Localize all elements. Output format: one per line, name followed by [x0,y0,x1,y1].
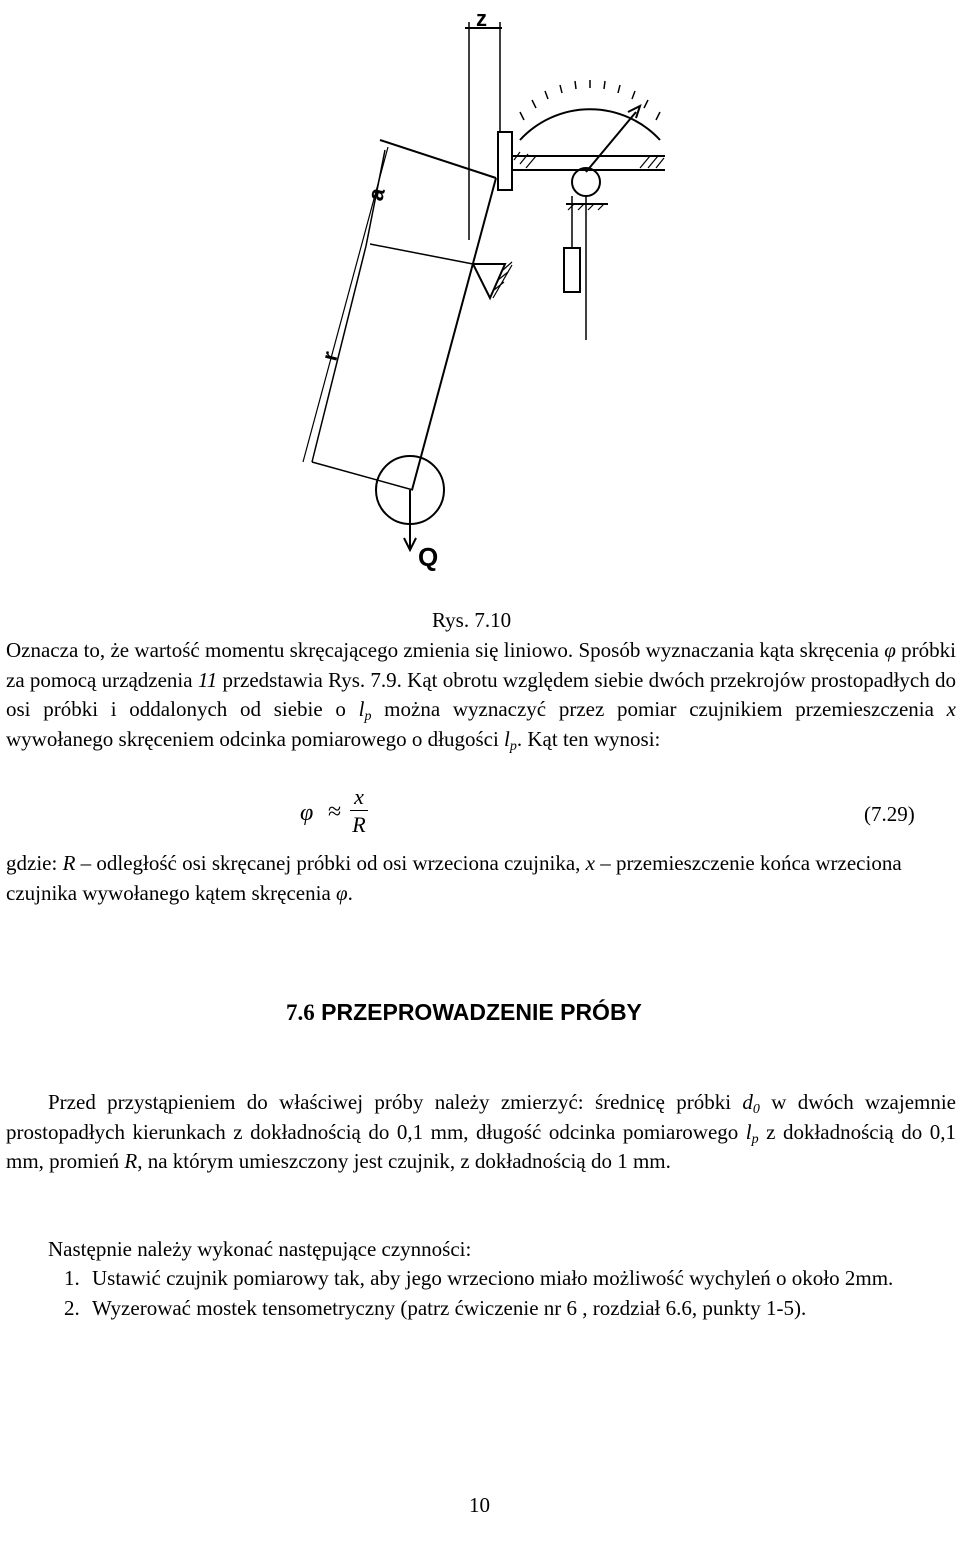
formula-7-29 [300,786,960,852]
figure-caption: Rys. 7.10 [432,608,512,632]
paragraph-4: Następnie należy wykonać następujące czynności: [48,1237,472,1261]
section-line [370,244,473,264]
pulley-wheel [572,168,600,196]
paragraph-3: Przed przystąpieniem do właściwej próby należy zmierzyć: średnicę próbki $d_0$ w dwóch wzajemnie prostopadłych kierunkach z dokładnością do 0,1 mm, długość odcinka pomiarowego $l_p$ z dokładnością do 0,1 mm, promień R, na którym umieszczony jest czujnik, z dokładnością do 1 mm. [6,1090,956,1173]
list-item: 1. Ustawić czujnik pomiarowy tak, aby jego wrzeciono miało możliwość wychyleń o około 2mm. [64,1266,894,1290]
formula-phi: φ [300,800,314,826]
label-z: z [476,6,487,31]
torsion-apparatus-diagram [0,0,960,600]
formula-denominator: R [352,812,366,837]
label-Q: Q [418,542,439,572]
label-a: a [362,185,390,204]
dial-arc [520,109,660,140]
dial-pointer-head [628,106,640,118]
formula-number: (7.29) [864,802,915,826]
page-number: 10 [469,1493,490,1517]
formula-fraction [350,786,368,837]
base-line [312,462,413,490]
dial-pointer [586,112,636,172]
specimen-top-edge [380,140,496,178]
formula-approx: ≈ [328,799,342,825]
steps-list [48,1264,960,1323]
label-r: r [316,348,343,364]
fraction-bar [350,810,368,811]
pivot-support [473,264,505,298]
paragraph-2: gdzie: R – odległość osi skręcanej próbki od osi wrzeciona czujnika, x – przemieszczenie końca wrzeciona czujnika wywołanego kątem skręcenia φ. [6,851,902,905]
paragraph-1: Oznacza to, że wartość momentu skręcającego zmienia się liniowo. Sposób wyznaczania kąta skręcenia φ próbki za pomocą urządzenia 11 przedstawia Rys. 7.9. Kąt obrotu względem siebie dwóch przekrojów prostopadłych do osi próbki i oddalonych od siebie o $l_p$ można wyznaczyć przez pomiar czujnikiem przemieszczenia x wywołanego skręceniem odcinka pomiarowego o długości $l_p$. Kąt ten wynosi: [6,638,956,754]
formula-numerator: x [354,784,364,809]
mounting-plate [498,132,512,190]
figure [0,0,960,600]
dial-scale-ticks [520,80,660,120]
specimen-right-edge [412,178,496,490]
list-item: 2. Wyzerować mostek tensometryczny (patrz ćwiczenie nr 6 , rozdział 6.6, punkty 1-5). [64,1295,807,1320]
section-heading: 7.6 PRZEPROWADZENIE PRÓBY [286,999,642,1025]
weight-block [564,248,580,292]
